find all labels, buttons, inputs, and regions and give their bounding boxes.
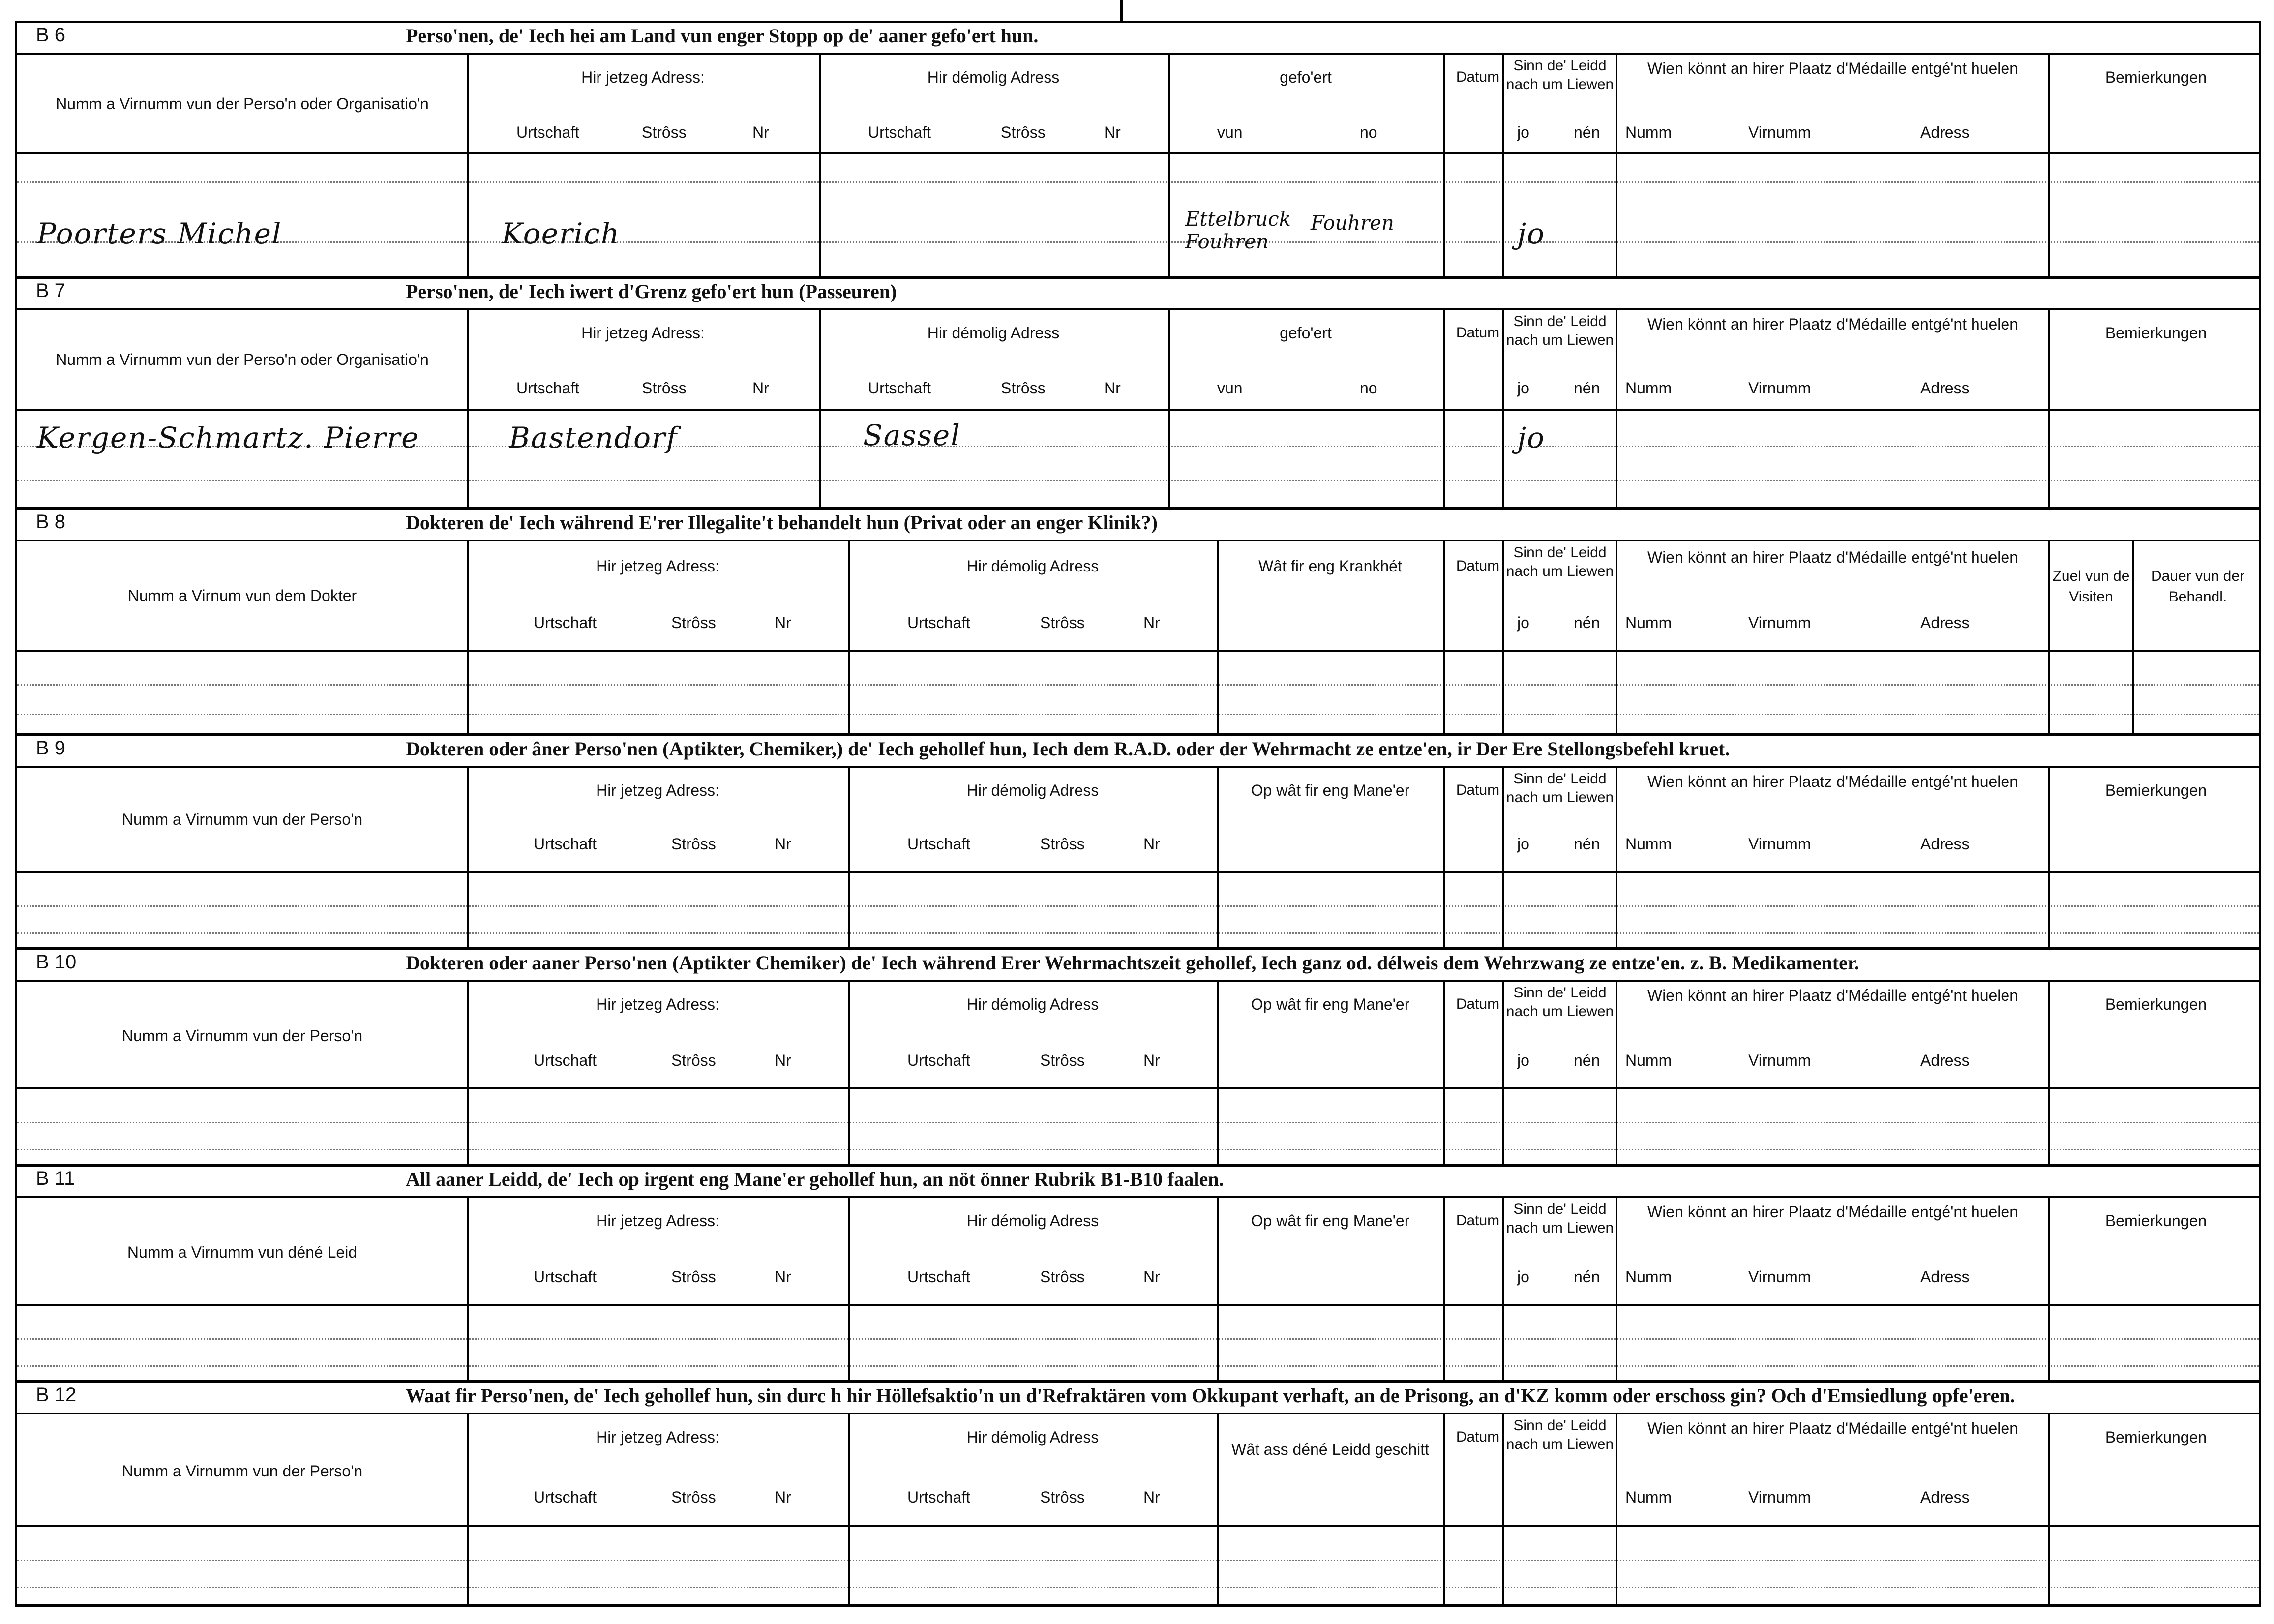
sub-header-virnumm: Virnumm (1748, 1268, 1811, 1286)
col-header-dauer: Dauer vun der Behandl. (2151, 568, 2245, 605)
section-grid (17, 1413, 2259, 1604)
col-header-gefoert: gefo'ert (1280, 68, 1332, 86)
entry-name: Poorters Michel (37, 217, 282, 250)
sub-header-nr: Nr (1143, 1488, 1160, 1506)
col-header-name: Numm a Virnumm vun der Perso'n (121, 811, 363, 828)
col-header-name: Numm a Virnumm vun der Perso'n (121, 1462, 363, 1480)
col-header-medaille: Wien könnt an hirer Plaatz d'Médaille entgé'nt huelen (1647, 60, 2018, 77)
section-title: All aaner Leidd, de' Iech op irgent eng Mane'er gehollef hun, an nöt önner Rubrik B1-B10 faalen. (406, 1168, 1224, 1190)
section-code: B 9 (36, 737, 66, 759)
section-b12 (17, 1383, 2259, 1604)
col-header-bemierkungen: Bemierkungen (2105, 1212, 2207, 1230)
sub-header-adress: Adress (1920, 614, 1970, 632)
sub-header-stross: Strôss (671, 1052, 716, 1069)
sub-header-jo: jo (1517, 1268, 1529, 1286)
sub-header-vun: vun (1217, 123, 1243, 141)
sub-header-urtschaft: Urtschaft (907, 614, 971, 632)
sub-header-stross: Strôss (1040, 1488, 1085, 1506)
col-header-alive: Sinn de' Leidd nach um Liewen (1506, 313, 1614, 348)
sub-header-urtschaft: Urtschaft (534, 614, 597, 632)
entry-alive-jo: jo (1517, 217, 1545, 250)
section-grid (17, 766, 2259, 947)
sub-header-numm: Numm (1625, 835, 1672, 853)
sub-header-urtschaft: Urtschaft (868, 379, 931, 397)
col-header-datum: Datum (1456, 558, 1500, 574)
sub-header-numm: Numm (1625, 1052, 1672, 1069)
section-grid (17, 308, 2259, 507)
sub-header-nr: Nr (1143, 614, 1160, 632)
section-code: B 10 (36, 951, 77, 973)
section-b9 (17, 736, 2259, 950)
sub-header-adress: Adress (1920, 1268, 1970, 1286)
section-title: Dokteren oder aaner Perso'nen (Aptikter Chemiker) de' Iech während Erer Wehrmachtszeit gehollef, Iech ganz od. délweis dem Wehrzwang ze entze'en. z. B. Medikamenter. (406, 952, 1859, 974)
col-header-current-address: Hir jetzeg Adress: (581, 68, 705, 86)
col-header-medaille: Wien könnt an hirer Plaatz d'Médaille entgé'nt huelen (1647, 548, 2018, 566)
section-b8 (17, 510, 2259, 736)
sub-header-nen: nén (1574, 1052, 1600, 1069)
sub-header-urtschaft: Urtschaft (534, 1488, 597, 1506)
sub-header-urtschaft: Urtschaft (534, 835, 597, 853)
sub-header-jo: jo (1517, 1052, 1529, 1069)
col-header-maner: Op wât fir eng Mane'er (1251, 995, 1410, 1013)
entry-no: Fouhren (1311, 212, 1394, 235)
sub-header-jo: jo (1517, 123, 1529, 141)
sub-header-urtschaft: Urtschaft (868, 123, 931, 141)
col-header-datum: Datum (1456, 996, 1500, 1012)
sub-header-numm: Numm (1625, 614, 1672, 632)
col-header-bemierkungen: Bemierkungen (2105, 995, 2207, 1013)
sub-header-stross: Strôss (1001, 379, 1046, 397)
sub-header-virnumm: Virnumm (1748, 1488, 1811, 1506)
sub-header-nr: Nr (775, 1268, 791, 1286)
sub-header-nr: Nr (752, 379, 769, 397)
col-header-medaille: Wien könnt an hirer Plaatz d'Médaille entgé'nt huelen (1647, 773, 2018, 790)
sub-header-nen: nén (1574, 835, 1600, 853)
sub-header-adress: Adress (1920, 835, 1970, 853)
sub-header-stross: Strôss (1040, 1268, 1085, 1286)
entry-alive-jo: jo (1517, 421, 1545, 454)
sub-header-jo: jo (1517, 379, 1529, 397)
col-header-former-address: Hir démolig Adress (966, 557, 1099, 575)
section-b10 (17, 950, 2259, 1167)
sub-header-stross: Strôss (1040, 835, 1085, 853)
section-code: B 6 (36, 24, 66, 46)
section-code: B 8 (36, 511, 66, 533)
col-header-alive: Sinn de' Leidd nach um Liewen (1506, 544, 1614, 579)
col-header-name: Numm a Virnumm vun der Perso'n (121, 1027, 363, 1045)
sub-header-nr: Nr (775, 1488, 791, 1506)
col-header-former-address: Hir démolig Adress (966, 1212, 1099, 1230)
sub-header-urtschaft: Urtschaft (534, 1268, 597, 1286)
col-header-maner: Op wât fir eng Mane'er (1251, 782, 1410, 799)
col-header-gefoert: gefo'ert (1280, 324, 1332, 342)
col-header-former-address: Hir démolig Adress (966, 782, 1099, 799)
sub-header-virnumm: Virnumm (1748, 379, 1811, 397)
col-header-zuel-visiten: Zuel vun de Visiten (2052, 568, 2130, 605)
col-header-datum: Datum (1456, 1212, 1500, 1229)
sub-header-adress: Adress (1920, 379, 1970, 397)
col-header-name: Numm a Virnumm vun der Perso'n oder Organisatio'n (56, 95, 429, 113)
col-header-current-address: Hir jetzeg Adress: (581, 324, 705, 342)
sub-header-urtschaft: Urtschaft (907, 1052, 971, 1069)
sub-header-virnumm: Virnumm (1748, 123, 1811, 141)
sub-header-urtschaft: Urtschaft (907, 1268, 971, 1286)
col-header-current-address: Hir jetzeg Adress: (596, 995, 719, 1013)
section-code: B 11 (36, 1168, 75, 1189)
sub-header-nen: nén (1574, 1268, 1600, 1286)
col-header-alive: Sinn de' Leidd nach um Liewen (1506, 1417, 1614, 1452)
section-title: Dokteren oder âner Perso'nen (Aptikter, Chemiker,) de' Iech gehollef hun, Iech dem R.A.D. oder der Wehrmacht ze entze'en, ir Der Ere Stellongsbefehl kruet. (406, 738, 1730, 760)
col-header-alive: Sinn de' Leidd nach um Liewen (1506, 771, 1614, 806)
section-title: Dokteren de' Iech während E'rer Illegalite't behandelt hun (Privat oder an enger Klinik?) (406, 511, 1158, 534)
sub-header-stross: Strôss (1040, 1052, 1085, 1069)
sub-header-nr: Nr (775, 835, 791, 853)
sub-header-stross: Strôss (671, 835, 716, 853)
form-sheet (15, 21, 2261, 1607)
section-b11 (17, 1167, 2259, 1383)
col-header-medaille: Wien könnt an hirer Plaatz d'Médaille entgé'nt huelen (1647, 1419, 2018, 1437)
sub-header-stross: Strôss (1001, 123, 1046, 141)
section-grid (17, 53, 2259, 276)
top-tick-mark (1120, 0, 1123, 22)
sub-header-no: no (1360, 123, 1377, 141)
col-header-name: Numm a Virnumm vun déné Leid (127, 1243, 358, 1261)
sub-header-nr: Nr (775, 614, 791, 632)
sub-header-numm: Numm (1625, 123, 1672, 141)
sub-header-jo: jo (1517, 835, 1529, 853)
col-header-former-address: Hir démolig Adress (927, 68, 1060, 86)
sub-header-adress: Adress (1920, 1488, 1970, 1506)
sub-header-no: no (1360, 379, 1377, 397)
col-header-datum: Datum (1456, 325, 1500, 341)
col-header-maner: Op wât fir eng Mane'er (1251, 1212, 1410, 1230)
sub-header-jo: jo (1517, 614, 1529, 632)
sub-header-nr: Nr (1143, 835, 1160, 853)
sub-header-nr: Nr (1143, 1052, 1160, 1069)
sub-header-urtschaft: Urtschaft (516, 379, 580, 397)
sub-header-urtschaft: Urtschaft (907, 835, 971, 853)
section-code: B 7 (36, 280, 66, 301)
col-header-former-address: Hir démolig Adress (966, 995, 1099, 1013)
col-header-current-address: Hir jetzeg Adress: (596, 782, 719, 799)
sub-header-stross: Strôss (642, 379, 687, 397)
sub-header-nr: Nr (1104, 123, 1121, 141)
sub-header-vun: vun (1217, 379, 1243, 397)
sub-header-numm: Numm (1625, 1268, 1672, 1286)
section-code: B 12 (36, 1384, 77, 1406)
col-header-alive: Sinn de' Leidd nach um Liewen (1506, 58, 1614, 92)
sub-header-nr: Nr (775, 1052, 791, 1069)
sub-header-nen: nén (1574, 614, 1600, 632)
sub-header-stross: Strôss (671, 1488, 716, 1506)
col-header-alive: Sinn de' Leidd nach um Liewen (1506, 1201, 1614, 1236)
col-header-bemierkungen: Bemierkungen (2105, 782, 2207, 799)
entry-vun-second-line: Fouhren (1185, 231, 1269, 253)
entry-former-urtschaft: Sassel (863, 419, 961, 452)
sub-header-numm: Numm (1625, 1488, 1672, 1506)
section-title: Perso'nen, de' Iech iwert d'Grenz gefo'ert hun (Passeuren) (406, 280, 897, 302)
col-header-name: Numm a Virnumm vun der Perso'n oder Organisatio'n (56, 351, 429, 368)
sub-header-stross: Strôss (671, 614, 716, 632)
sub-header-urtschaft: Urtschaft (516, 123, 580, 141)
col-header-former-address: Hir démolig Adress (927, 324, 1060, 342)
entry-current-urtschaft: Koerich (502, 217, 621, 250)
sub-header-virnumm: Virnumm (1748, 1052, 1811, 1069)
section-title: Waat fir Perso'nen, de' Iech gehollef hun, sin durc h hir Höllefsaktio'n un d'Refraktären vom Okkupant verhaft, an de Prisong, an d'KZ komm oder erschoss gin? Och d'Emsiedlung opfe'eren. (406, 1384, 2015, 1407)
col-header-medaille: Wien könnt an hirer Plaatz d'Médaille entgé'nt huelen (1647, 315, 2018, 333)
sub-header-nr: Nr (1104, 379, 1121, 397)
entry-current-urtschaft: Bastendorf (509, 421, 678, 454)
sub-header-urtschaft: Urtschaft (907, 1488, 971, 1506)
sub-header-urtschaft: Urtschaft (534, 1052, 597, 1069)
col-header-krankheet: Wât fir eng Krankhét (1258, 557, 1402, 575)
col-header-name: Numm a Virnum vun dem Dokter (127, 587, 357, 604)
sub-header-stross: Strôss (1040, 614, 1085, 632)
section-b7 (17, 279, 2259, 510)
section-grid (17, 1196, 2259, 1380)
entry-name: Kergen-Schmartz. Pierre (37, 421, 419, 454)
sub-header-nen: nén (1574, 123, 1600, 141)
sub-header-nr: Nr (752, 123, 769, 141)
sub-header-stross: Strôss (642, 123, 687, 141)
sub-header-stross: Strôss (671, 1268, 716, 1286)
col-header-medaille: Wien könnt an hirer Plaatz d'Médaille entgé'nt huelen (1647, 1203, 2018, 1221)
section-grid (17, 980, 2259, 1164)
sub-header-numm: Numm (1625, 379, 1672, 397)
sub-header-virnumm: Virnumm (1748, 835, 1811, 853)
col-header-alive: Sinn de' Leidd nach um Liewen (1506, 985, 1614, 1020)
col-header-bemierkungen: Bemierkungen (2105, 1428, 2207, 1446)
col-header-current-address: Hir jetzeg Adress: (596, 1428, 719, 1446)
col-header-bemierkungen: Bemierkungen (2105, 324, 2207, 342)
section-b6 (17, 23, 2259, 279)
col-header-current-address: Hir jetzeg Adress: (596, 557, 719, 575)
col-header-former-address: Hir démolig Adress (966, 1428, 1099, 1446)
col-header-datum: Datum (1456, 782, 1500, 798)
sub-header-adress: Adress (1920, 123, 1970, 141)
col-header-datum: Datum (1456, 1429, 1500, 1445)
sub-header-adress: Adress (1920, 1052, 1970, 1069)
sub-header-nen: nén (1574, 379, 1600, 397)
sub-header-virnumm: Virnumm (1748, 614, 1811, 632)
col-header-medaille: Wien könnt an hirer Plaatz d'Médaille entgé'nt huelen (1647, 987, 2018, 1004)
col-header-bemierkungen: Bemierkungen (2105, 68, 2207, 86)
col-header-wat-geschitt: Wât ass déné Leidd geschitt (1231, 1441, 1429, 1458)
col-header-current-address: Hir jetzeg Adress: (596, 1212, 719, 1230)
col-header-datum: Datum (1456, 69, 1500, 85)
sub-header-nr: Nr (1143, 1268, 1160, 1286)
section-title: Perso'nen, de' Iech hei am Land vun enger Stopp op de' aaner gefo'ert hun. (406, 25, 1039, 47)
entry-vun: Ettelbruck (1185, 208, 1291, 231)
section-grid (17, 540, 2259, 733)
